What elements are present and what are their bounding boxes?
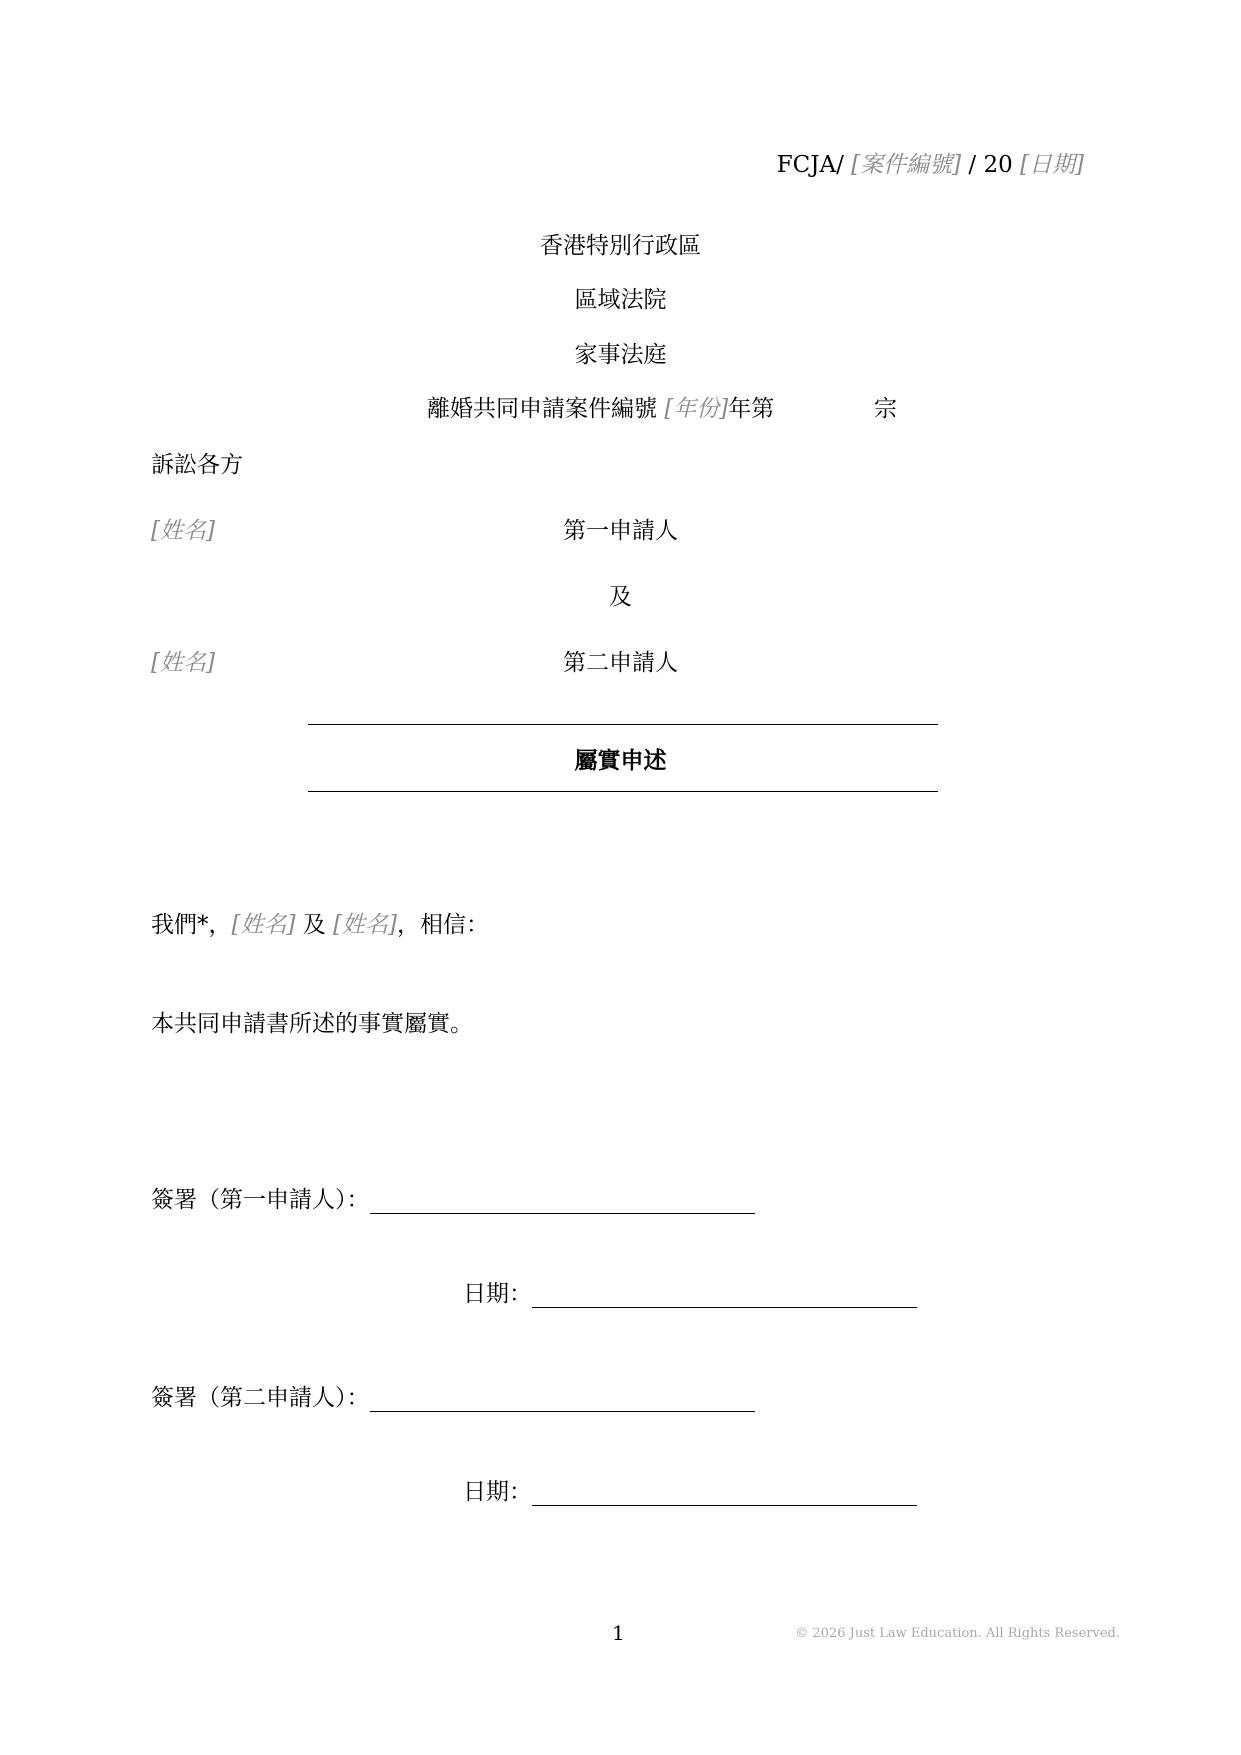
date-second-line[interactable] bbox=[532, 1483, 917, 1506]
year-placeholder: [年份] bbox=[664, 396, 729, 422]
date-first-label: 日期： bbox=[463, 1281, 532, 1307]
court-name: 區域法院 bbox=[574, 287, 667, 313]
first-applicant-name-placeholder: [姓名] bbox=[151, 518, 215, 544]
case-line-prefix: 離婚共同申請案件編號 bbox=[427, 396, 657, 422]
title-top-rule bbox=[308, 724, 938, 725]
signature-second-line[interactable] bbox=[370, 1389, 755, 1412]
second-applicant-name-placeholder: [姓名] bbox=[151, 650, 215, 676]
date-first-row bbox=[463, 1275, 917, 1308]
statement-believe: ，相信： bbox=[397, 912, 490, 938]
date-first-line[interactable] bbox=[532, 1285, 917, 1308]
statement-line bbox=[151, 906, 489, 939]
date-placeholder: [日期] bbox=[1020, 152, 1084, 178]
parties-heading: 訴訟各方 bbox=[151, 452, 243, 478]
first-applicant-role: 第一申請人 bbox=[563, 518, 678, 544]
statement-and: 及 bbox=[302, 912, 326, 938]
signature-second-label: 簽署（第二申請人）： bbox=[151, 1385, 370, 1411]
document-title: 屬實申述 bbox=[574, 747, 667, 774]
signature-first-row bbox=[151, 1181, 755, 1214]
date-second-row bbox=[463, 1473, 917, 1506]
year-separator: / 20 bbox=[968, 152, 1013, 178]
signature-first-line[interactable] bbox=[370, 1191, 755, 1214]
copyright-notice: © 2026 Just Law Education. All Rights Reserved. bbox=[795, 1626, 1120, 1641]
case-line-mid: 年第 bbox=[728, 396, 775, 422]
and-connector: 及 bbox=[609, 584, 632, 610]
case-number-header bbox=[777, 146, 1084, 179]
page-number: 1 bbox=[612, 1621, 625, 1645]
case-prefix: FCJA/ bbox=[776, 152, 844, 178]
statement-body: 本共同申請書所述的事實屬實。 bbox=[151, 1011, 473, 1037]
statement-we: 我們*， bbox=[151, 912, 232, 938]
second-applicant-role: 第二申請人 bbox=[563, 650, 678, 676]
signature-first-label: 簽署（第一申請人）： bbox=[151, 1187, 370, 1213]
signature-second-row bbox=[151, 1379, 755, 1412]
case-number-placeholder: [案件編號] bbox=[851, 152, 962, 178]
date-second-label: 日期： bbox=[463, 1479, 532, 1505]
case-number-line bbox=[427, 390, 774, 423]
court-region: 香港特別行政區 bbox=[540, 233, 701, 259]
court-division: 家事法庭 bbox=[574, 342, 667, 368]
case-line-suffix: 宗 bbox=[874, 396, 897, 422]
statement-name1-placeholder: [姓名] bbox=[231, 912, 296, 938]
title-bottom-rule bbox=[308, 791, 938, 792]
statement-name2-placeholder: [姓名] bbox=[333, 912, 398, 938]
